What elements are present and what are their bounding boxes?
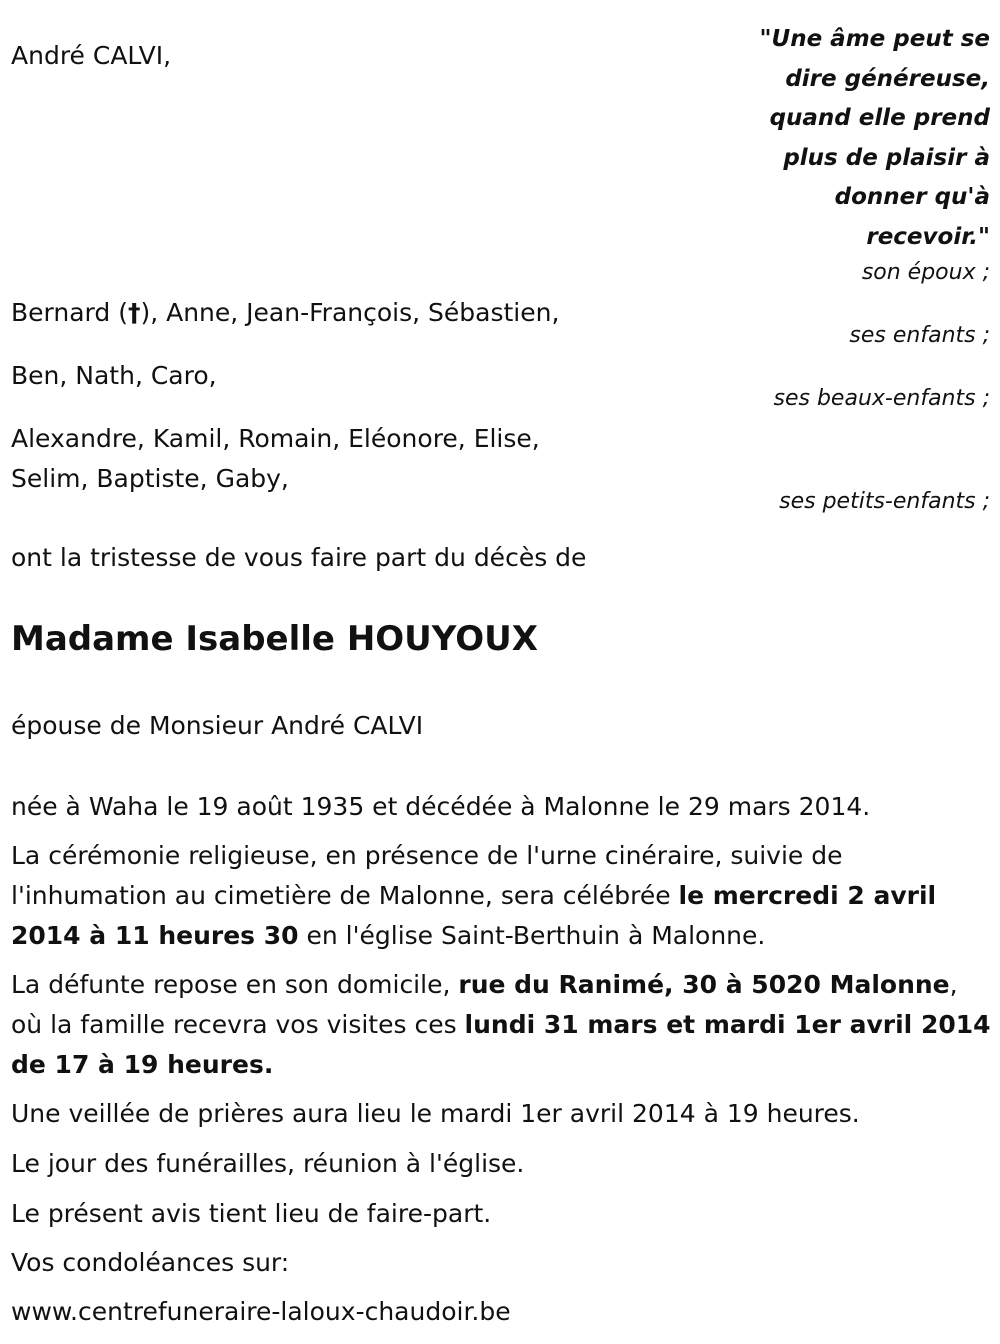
repose-paragraph <box>11 965 991 1085</box>
website-link[interactable]: www.centrefuneraire-laloux-chaudoir.be <box>11 1297 511 1326</box>
grandchildren-line-1: Alexandre, Kamil, Romain, Eléonore, Elise, <box>11 424 540 453</box>
ceremony-paragraph <box>11 836 991 956</box>
in-laws-names: Ben, Nath, Caro, <box>11 361 217 390</box>
children-names-a: Bernard ( <box>11 298 128 327</box>
repose-visits: lundi 31 mars et mardi 1er avril 2014 de 17 à 19 heures. <box>11 1010 991 1079</box>
ceremony-text-a: La cérémonie religieuse, en présence de l'urne cinéraire, suivie de l'inhumation au cimetière de Malonne, sera célébrée <box>11 841 843 910</box>
deceased-name: Madame Isabelle HOUYOUX <box>11 619 538 659</box>
spouse-line: épouse de Monsieur André CALVI <box>11 711 424 740</box>
in-laws-relation: ses beaux-enfants ; <box>773 386 990 411</box>
repose-text-a: La défunte repose en son domicile, <box>11 970 459 999</box>
birth-death: née à Waha le 19 août 1935 et décédée à Malonne le 29 mars 2014. <box>11 792 871 821</box>
ceremony-text-b: en l'église Saint-Berthuin à Malonne. <box>298 921 766 950</box>
children-names-b: ), Anne, Jean-François, Sébastien, <box>140 298 560 327</box>
repose-text-b: , où la famille recevra vos visites ces <box>11 970 958 1039</box>
cross-icon: † <box>127 298 141 327</box>
grandchildren-line-2: Selim, Baptiste, Gaby, <box>11 464 289 493</box>
announcement: ont la tristesse de vous faire part du décès de <box>11 543 587 572</box>
repose-address: rue du Ranimé, 30 à 5020 Malonne <box>458 970 950 999</box>
children-names <box>11 293 559 333</box>
husband-name: André CALVI, <box>11 41 172 70</box>
ceremony-date: le mercredi 2 avril 2014 à 11 heures 30 <box>11 881 937 950</box>
husband-relation: son époux ; <box>861 260 990 285</box>
condolences-label: Vos condoléances sur: <box>11 1248 290 1277</box>
funeral-day: Le jour des funérailles, réunion à l'église. <box>11 1149 525 1178</box>
quote: "Une âme peut se dire généreuse, quand elle prend plus de plaisir à donner qu'à recevoir." <box>759 26 990 250</box>
children-relation: ses enfants ; <box>849 323 990 348</box>
vigil: Une veillée de prières aura lieu le mardi 1er avril 2014 à 19 heures. <box>11 1099 860 1128</box>
notice: Le présent avis tient lieu de faire-part. <box>11 1199 492 1228</box>
grandchildren-relation: ses petits-enfants ; <box>779 489 990 514</box>
